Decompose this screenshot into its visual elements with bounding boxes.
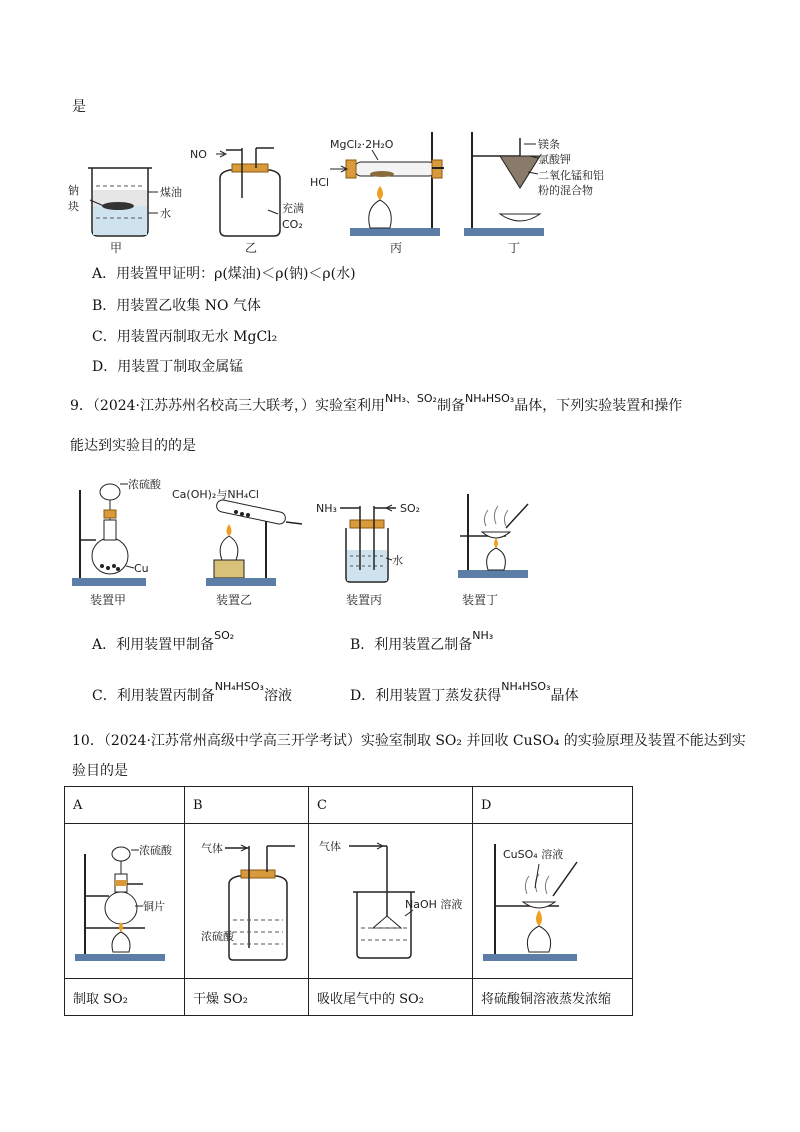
q9-stem-line1 (70, 392, 683, 416)
q9-chem1: NH₃、SO₂ (385, 392, 437, 405)
q10-fig-b-cell (185, 824, 309, 979)
q9-bing-so2-label: SO₂ (400, 502, 421, 515)
q10-stem-line1: 10．（2024·江苏常州高级中学高三开学考试）实验室制取 SO₂ 并回收 CuSO₄ 的实验原理及装置不能达到实 (72, 733, 746, 749)
q9-fig-jia (72, 477, 162, 607)
q10-fig-d (473, 824, 633, 974)
q10-c-naoh-label: NaOH 溶液 (405, 898, 463, 911)
q8-option-d: D．用装置丁制取金属锰 (92, 359, 244, 375)
q9-yi-caption: 装置乙 (216, 593, 253, 607)
q9-option-b-chem: NH₃ (472, 629, 494, 642)
q9-stem-line2: 能达到实验目的的是 (70, 438, 196, 454)
q10-fig-d-cell (473, 824, 633, 979)
q8-yi-no-label: NO (190, 148, 207, 161)
q10-caption-b: 干燥 SO₂ (185, 979, 309, 1016)
q9-option-c (92, 680, 292, 706)
q10-fig-a (65, 824, 185, 974)
q8-jia-na-label: 钠 (68, 184, 79, 197)
q9-jia-cu-label: Cu (134, 562, 149, 575)
q8-ding-caption: 丁 (508, 241, 521, 255)
q8-fig-yi (190, 148, 304, 255)
q9-option-c-tail: 溶液 (263, 688, 292, 704)
q9-source: （2024·江苏苏州名校高三大联考，）实验室利用 (92, 398, 385, 414)
q8-figures (60, 128, 740, 258)
q9-number: 9． (70, 398, 93, 414)
q10-fig-b (185, 824, 309, 974)
q8-bing-hcl-label: HCl (310, 176, 330, 189)
q9-tail: 晶体，下列实验装置和操作 (514, 398, 683, 414)
q10-a-cu-label: 铜片 (143, 900, 165, 913)
q8-jia-block-label: 块 (68, 200, 79, 213)
q9-option-c-text: C．利用装置丙制备 (92, 688, 215, 704)
q8-ding-mg-label: 镁条 (538, 138, 560, 151)
q10-fig-c-cell (309, 824, 473, 979)
q9-option-a-chem: SO₂ (214, 629, 235, 642)
q8-bing-mgcl2-label: MgCl₂·2H₂O (330, 138, 394, 151)
q8-fig-jia (68, 168, 182, 255)
q9-bing-nh3-label: NH₃ (316, 502, 337, 515)
q10-header-a: A (65, 787, 185, 824)
q10-table (64, 786, 633, 1016)
q10-caption-row (65, 979, 633, 1016)
q10-d-cuso4-label: CuSO₄ 溶液 (503, 848, 564, 861)
q8-fig-ding (464, 132, 604, 255)
q9-jia-caption: 装置甲 (90, 593, 127, 607)
q8-yi-co2-label: CO₂ (282, 218, 303, 231)
q10-b-acid-label: 浓硫酸 (201, 930, 234, 943)
q8-ding-kclo3-label: 氯酸钾 (538, 153, 571, 166)
q8-bing-caption: 丙 (390, 241, 403, 255)
q9-fig-yi (172, 487, 302, 607)
q9-option-a-text: A．利用装置甲制备 (92, 637, 215, 653)
q10-header-row (65, 787, 633, 824)
q10-stem-line2: 验目的是 (72, 763, 128, 779)
q10-fig-c (309, 824, 473, 974)
q9-option-d-tail: 晶体 (550, 688, 579, 704)
q10-header-c: C (309, 787, 473, 824)
q9-option-b (350, 629, 494, 655)
q8-jia-water-label: 水 (160, 207, 171, 220)
q9-fig-bing (316, 502, 420, 607)
q10-header-d: D (473, 787, 633, 824)
q10-fig-a-cell (65, 824, 185, 979)
q10-b-gas-label: 气体 (201, 842, 223, 855)
q8-ding-mix2-label: 粉的混合物 (538, 184, 593, 197)
q9-option-d-chem: NH₄HSO₃ (501, 680, 551, 693)
q9-chem2: NH₄HSO₃ (464, 392, 515, 405)
q10-a-acid-label: 浓硫酸 (139, 844, 172, 857)
q8-fig-bing (310, 132, 444, 255)
q8-yi-fill-label: 充满 (282, 202, 304, 215)
q8-option-a: A．用装置甲证明：ρ(煤油)＜ρ(钠)＜ρ(水) (92, 266, 356, 282)
q10-c-gas-label: 气体 (319, 840, 341, 853)
q9-option-b-text: B．利用装置乙制备 (350, 637, 473, 653)
q9-option-a (92, 629, 235, 655)
top-fragment: 是 (72, 99, 86, 115)
q8-ding-mix1-label: 二氧化锰和铝 (538, 169, 604, 182)
q9-option-d-text: D．利用装置丁蒸发获得 (350, 688, 502, 704)
q8-option-c: C．用装置丙制取无水 MgCl₂ (92, 329, 278, 345)
q10-caption-a: 制取 SO₂ (65, 979, 185, 1016)
q9-option-d (350, 680, 579, 706)
q8-option-b: B．用装置乙收集 NO 气体 (92, 298, 261, 314)
q10-caption-c: 吸收尾气中的 SO₂ (309, 979, 473, 1016)
q9-jia-acid-label: 浓硫酸 (128, 478, 161, 491)
q9-option-c-chem: NH₄HSO₃ (214, 680, 264, 693)
q8-yi-caption: 乙 (245, 241, 258, 255)
q9-bing-caption: 装置丙 (346, 593, 383, 607)
q10-caption-d: 将硫酸铜溶液蒸发浓缩 (473, 979, 633, 1016)
q8-jia-caption: 甲 (110, 241, 123, 255)
q9-yi-reagent-label: Ca(OH)₂与NH₄Cl (172, 488, 259, 501)
q9-figures (66, 470, 546, 610)
q8-jia-kerosene-label: 煤油 (160, 186, 182, 199)
q9-bing-water-label: 水 (392, 554, 403, 567)
q10-header-b: B (185, 787, 309, 824)
q10-figure-row (65, 824, 633, 979)
q9-fig-ding (458, 494, 528, 607)
q9-mid: 制备 (436, 398, 465, 414)
q9-ding-caption: 装置丁 (462, 593, 499, 607)
